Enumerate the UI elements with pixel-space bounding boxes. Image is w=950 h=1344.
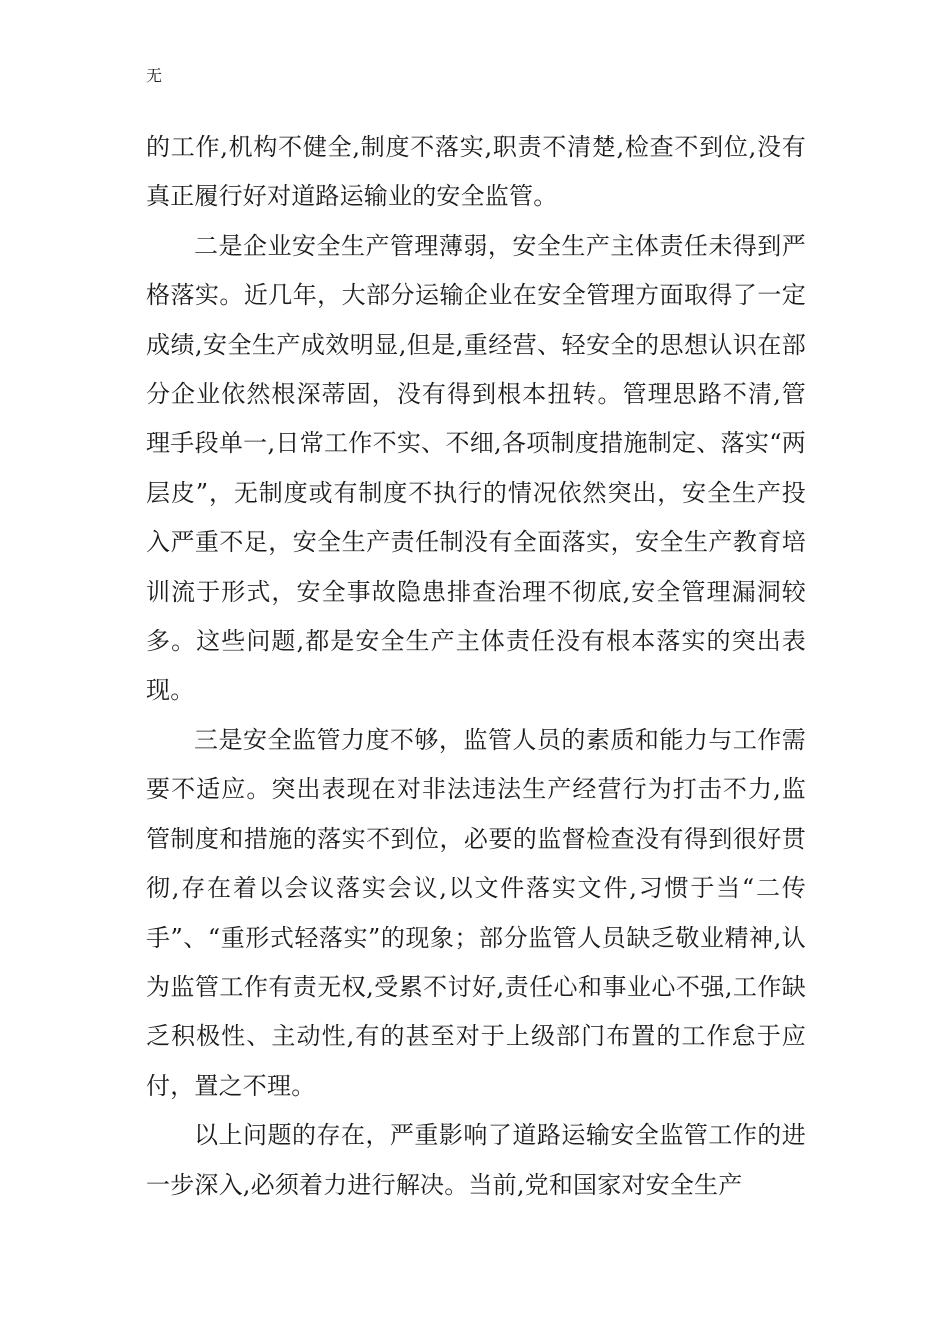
paragraph-1: 的工作,机构不健全,制度不落实,职责不清楚,检查不到位,没有真正履行好对道路运输业的安全监管。 <box>146 133 806 211</box>
paragraph-2: 二是企业安全生产管理薄弱，安全生产主体责任未得到严格落实。近几年，大部分运输企业在安全管理方面取得了一定成绩,安全生产成效明显,但是,重经营、轻安全的思想认识在部分企业依然根深蒂固，没有得到根本扭转。管理思路不清,管理手段单一,日常工作不实、不细,各项制度措施制定、落实“两层皮”，无制度或有制度不执行的情况依然突出，安全生产投入严重不足，安全生产责任制没有全面落实，安全生产教育培训流于形式，安全事故隐患排查治理不彻底,安全管理漏洞较多。这些问题,都是安全生产主体责任没有根本落实的突出表现。 <box>146 231 806 705</box>
header-mark: 无 <box>146 66 163 85</box>
paragraph-3: 三是安全监管力度不够，监管人员的素质和能力与工作需要不适应。突出表现在对非法违法生产经营行为打击不力,监管制度和措施的落实不到位，必要的监督检查没有得到很好贯彻,存在着以会议落实会议,以文件落实文件,习惯于当“二传手”、“重形式轻落实”的现象；部分监管人员缺乏敬业精神,认为监管工作有责无权,受累不讨好,责任心和事业心不强,工作缺乏积极性、主动性,有的甚至对于上级部门布置的工作怠于应付，置之不理。 <box>146 725 806 1100</box>
document-body <box>146 123 806 1210</box>
paragraph-4: 以上问题的存在，严重影响了道路运输安全监管工作的进一步深入,必须着力进行解决。当前,党和国家对安全生产 <box>146 1121 806 1199</box>
